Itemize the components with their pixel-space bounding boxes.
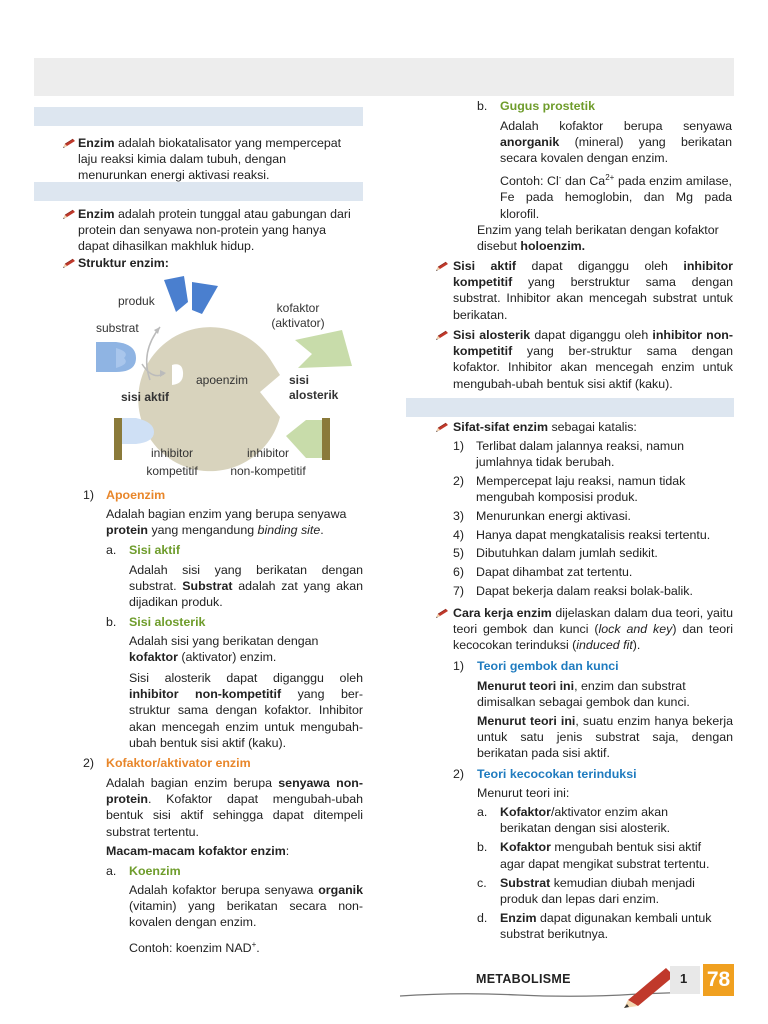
sifat-enzim-heading: Sifat-sifat enzim sebagai katalis: (453, 420, 637, 434)
label-apoenzim: apoenzim (196, 373, 249, 387)
cofactor-shape (295, 330, 352, 368)
section-band (406, 398, 734, 417)
list-number: 2) (83, 756, 95, 770)
teori-gembok-title: Teori gembok dan kunci (477, 659, 619, 673)
pencil-bullet-icon (435, 330, 449, 342)
section-band (34, 182, 363, 201)
holoenzim-text: Enzim yang telah berikatan dengan kofaktor disebut holoenzim. (477, 223, 719, 254)
list-item: 6) Dapat dihambat zat tertentu. (453, 564, 633, 579)
label-inhibitor-nonkompetitif: inhibitor non-kompetitif (230, 446, 306, 478)
gugus-prostetik-title: Gugus prostetik (500, 99, 596, 113)
teori-kecocokan-title: Teori kecocokan terinduksi (477, 767, 637, 781)
sisi-aktif-text: Adalah sisi yang berikatan dengan substrat. Substrat adalah zat yang akan dijadikan produk. (129, 563, 363, 610)
teori-kecocokan-list (477, 804, 733, 946)
label-kofaktor: kofaktor (aktivator) (271, 301, 325, 330)
page-number-badge (703, 964, 734, 996)
kofaktor-title: Kofaktor/aktivator enzim (106, 756, 251, 770)
macam-kofaktor-heading: Macam-macam kofaktor enzim: (106, 844, 290, 858)
list-item: a. Kofaktor/aktivator enzim akan berikatan dengan sisi alosterik. (477, 805, 671, 836)
product-shape-1 (164, 276, 188, 312)
sisi-alosterik-text-2: Sisi alosterik dapat diganggu oleh inhibitor non-kompetitif yang ber-struktur sama dengan kofaktor. Inhibitor akan mencegah enzim untuk mengubah-ubah bentuk sisi aktif (kaku). (129, 671, 363, 750)
pencil-bullet-icon (435, 261, 449, 273)
list-number: 1) (83, 488, 95, 502)
list-letter: a. (106, 864, 117, 878)
list-letter: a. (106, 543, 117, 557)
list-letter: b. (106, 615, 117, 629)
list-item: 5) Dibutuhkan dalam jumlah sedikit. (453, 546, 658, 561)
list-item: 3) Menurunkan energi aktivasi. (453, 508, 631, 523)
sisi-alosterik-title: Sisi alosterik (129, 615, 206, 629)
enzim-definition-2: Enzim adalah protein tunggal atau gabungan dari protein dan senyawa non-protein yang hanya dapat dihasilkan makhluk hidup. (78, 207, 351, 254)
label-sisi-alosterik: sisi alosterik (289, 373, 339, 402)
label-substrat: substrat (96, 321, 139, 335)
koenzim-contoh: Contoh: koenzim NAD+. (129, 940, 260, 956)
gugus-prostetik-contoh: Contoh: Cl- dan $Ca^{2+}$ pada enzim amilase, Fe pada hemoglobin, dan Mg pada klorofil. (500, 173, 732, 221)
footer-chapter: METABOLISME (476, 972, 571, 986)
list-item: 1) Terlibat dalam jalannya reaksi, namun jumlahnya tidak berubah. (453, 439, 684, 470)
apoenzim-text: Adalah bagian enzim yang berupa senyawa protein yang mengandung binding site. (106, 507, 347, 538)
list-item: 4) Hanya dapat mengkatalisis reaksi tertentu. (453, 527, 711, 542)
list-item: 7) Dapat bekerja dalam reaksi bolak-balik. (453, 583, 693, 598)
list-letter: b. (477, 99, 488, 113)
teori-gembok-text-1: Menurut teori ini, enzim dan substrat dimisalkan sebagai gembok dan kunci. (477, 679, 690, 710)
apoenzim-title: Apoenzim (106, 488, 166, 502)
label-sisi-aktif: sisi aktif (121, 390, 170, 404)
competitive-inhibitor-bar (114, 418, 122, 460)
pencil-bullet-icon (435, 422, 449, 434)
pencil-bullet-icon (62, 209, 76, 221)
kofaktor-text: Adalah bagian enzim berupa senyawa non-protein. Kofaktor dapat mengubah-ubah bentuk sisi aktif sehingga dapat ditempeli substrat tertentu. (106, 776, 363, 839)
list-number: 2) (453, 767, 465, 781)
footer-section-number: 1 (680, 971, 688, 986)
enzim-definition-1: Enzim adalah biokatalisator yang mempercepat laju reaksi kimia dalam tubuh, dengan menurunkan energi aktivasi reaksi. (78, 136, 342, 183)
sisi-aktif-title: Sisi aktif (129, 543, 180, 557)
label-inhibitor-kompetitif: inhibitor kompetitif (146, 446, 198, 478)
product-shape-2 (192, 282, 218, 314)
label-produk: produk (118, 294, 155, 308)
noncompetitive-inhibitor-bar (322, 418, 330, 460)
koenzim-title: Koenzim (129, 864, 181, 878)
gugus-prostetik-text: Adalah kofaktor berupa senyawa anorganik (mineral) yang berikatan secara kovalen dengan enzim. (500, 119, 732, 166)
section-band (34, 107, 363, 126)
sifat-enzim-list (453, 438, 733, 601)
pencil-icon (628, 968, 674, 1006)
teori-gembok-text-2: Menurut teori ini, suatu enzim hanya bekerja untuk satu jenis substrat saja, dengan berikatan pada sisi aktif. (477, 714, 733, 761)
teori-kecocokan-intro: Menurut teori ini: (477, 786, 570, 800)
pencil-bullet-icon (62, 138, 76, 150)
sisi-alosterik-inhibitor-text: Sisi alosterik dapat diganggu oleh inhibitor non-kompetitif yang ber-struktur sama dengan kofaktor. Inhibitor akan mencegah enzim untuk mengubah-ubah bentuk sisi aktif (kaku). (453, 328, 733, 391)
koenzim-text: Adalah kofaktor berupa senyawa organik (vitamin) yang berikatan secara non-kovalen dengan enzim. (129, 883, 363, 930)
struktur-enzim-heading: Struktur enzim: (78, 256, 169, 270)
list-item: c. Substrat kemudian diubah menjadi produk dan lepas dari enzim. (477, 875, 695, 907)
list-item: 2) Mempercepat laju reaksi, namun tidak mengubah komposisi produk. (453, 473, 686, 505)
top-banner (34, 58, 734, 96)
sisi-aktif-inhibitor-text: Sisi aktif dapat diganggu oleh inhibitor kompetitif yang berstruktur sama dengan substrat. Inhibitor akan mencegah substrat untuk berikatan. (453, 259, 733, 322)
pencil-bullet-icon (62, 258, 76, 270)
pencil-bullet-icon (435, 608, 449, 620)
list-number: 1) (453, 659, 465, 673)
page-number: 78 (706, 968, 731, 991)
cara-kerja-enzim-text: Cara kerja enzim dijelaskan dalam dua teori, yaitu teori gembok dan kunci (lock and key) dan teori kecocokan terinduksi (induced fit). (453, 606, 734, 653)
list-item: b. Kofaktor mengubah bentuk sisi aktif agar dapat mengikat substrat tertentu. (477, 840, 710, 871)
list-item: d. Enzim dapat digunakan kembali untuk substrat berikutnya. (477, 911, 712, 942)
sisi-alosterik-text: Adalah sisi yang berikatan dengan kofaktor (aktivator) enzim. (129, 634, 319, 665)
